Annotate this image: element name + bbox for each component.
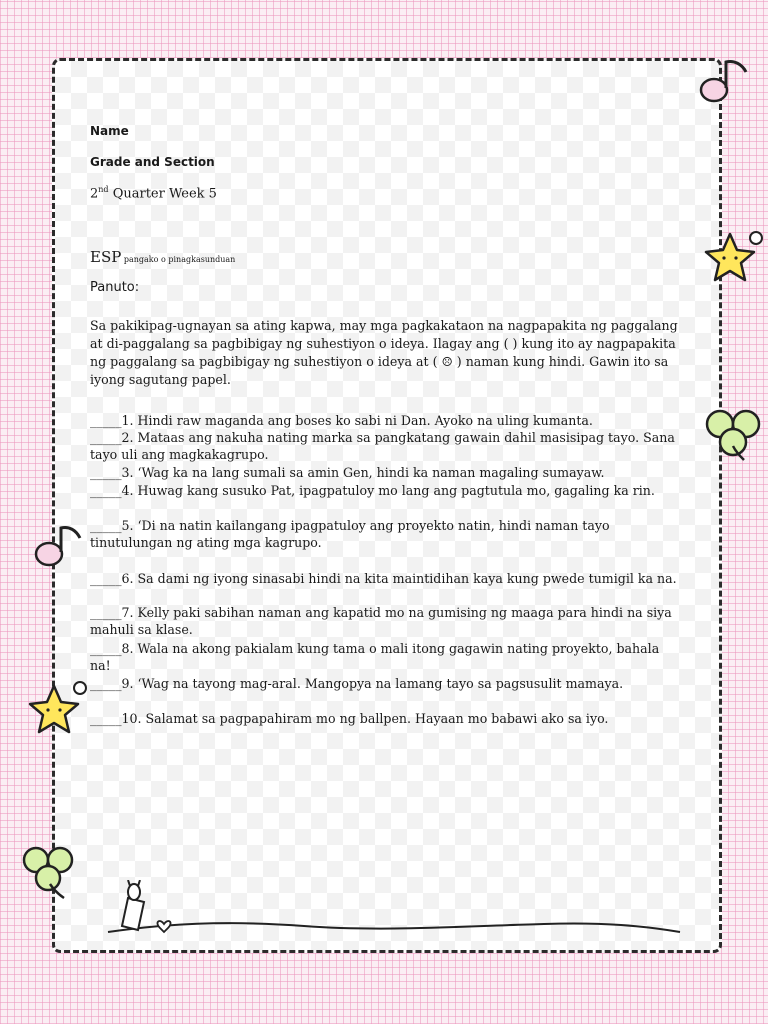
clover-icon — [20, 844, 80, 902]
question-item-4: _____4. Huwag kang susuko Pat, ipagpatuloy mo lang ang pagtutula mo, gagaling ka rin. — [90, 483, 655, 498]
quarter-number: 2 — [90, 186, 99, 202]
instructions-text: Sa pakikipag-ugnayan sa ating kapwa, may mga pagkakataon na nagpapakita ng paggalang at di-paggalang sa pagbibigay ng suhestiyon o ideya. Ilagay ang ( ) kung ito ay nagpapakita ng paggalang sa pagbibigay ng suhestiyon o ideya at ( ☹ ) naman kung hindi. Gawin ito sa iyong sagutang papel. — [90, 318, 678, 387]
name-label: Name — [90, 124, 129, 138]
question-item-10: _____10. Salamat sa pagpapahiram mo ng ballpen. Hayaan mo babawi ako sa iyo. — [90, 711, 609, 726]
question-item-3: _____3. ‘Wag ka na lang sumali sa amin Gen, hindi ka naman magaling sumayaw. — [90, 465, 605, 480]
instructions-heading: Panuto: — [90, 280, 140, 295]
quarter-suffix: nd — [98, 185, 109, 194]
rabbit-pencil-icon — [122, 880, 144, 930]
question-item-7: _____7. Kelly paki sabihan naman ang kapatid mo na gumising ng maaga para hindi na siya mahuli sa klase. — [90, 605, 672, 637]
question-item-2: _____2. Mataas ang nakuha nating marka sa pangkatang gawain dahil masisipag tayo. Sana tayo uli ang magkakagrupo. — [90, 430, 675, 462]
music-note-icon — [32, 522, 88, 570]
question-item-1: _____1. Hindi raw maganda ang boses ko sabi ni Dan. Ayoko na uling kumanta. — [90, 413, 593, 428]
clover-icon — [700, 406, 768, 464]
subject-esp: ESP — [90, 248, 122, 266]
star-icon — [700, 228, 766, 286]
heart-icon — [157, 921, 170, 932]
question-item-6: _____6. Sa dami ng iyong sinasabi hindi na kita maintidihan kaya kung pwede tumigil ka na. — [90, 571, 677, 586]
subject-topic: pangako o pinagkasunduan — [121, 255, 236, 264]
quarter-week-label — [90, 185, 217, 201]
question-item-5: _____5. ‘Di na natin kailangang ipagpatuloy ang proyekto natin, hindi naman tayo tinutulungan ng ating mga kagrupo. — [90, 518, 610, 550]
question-item-9: _____9. ‘Wag na tayong mag-aral. Mangopya na lamang tayo sa pagsusulit mamaya. — [90, 676, 624, 691]
wavy-line-decoration — [104, 880, 684, 940]
subject-title — [90, 248, 235, 266]
music-note-icon — [696, 56, 754, 108]
star-icon — [22, 678, 90, 740]
grade-section-label: Grade and Section — [90, 155, 215, 169]
quarter-rest: Quarter Week 5 — [108, 186, 217, 202]
question-item-8: _____8. Wala na akong pakialam kung tama o mali itong gagawin nating proyekto, bahala na! — [90, 641, 660, 673]
